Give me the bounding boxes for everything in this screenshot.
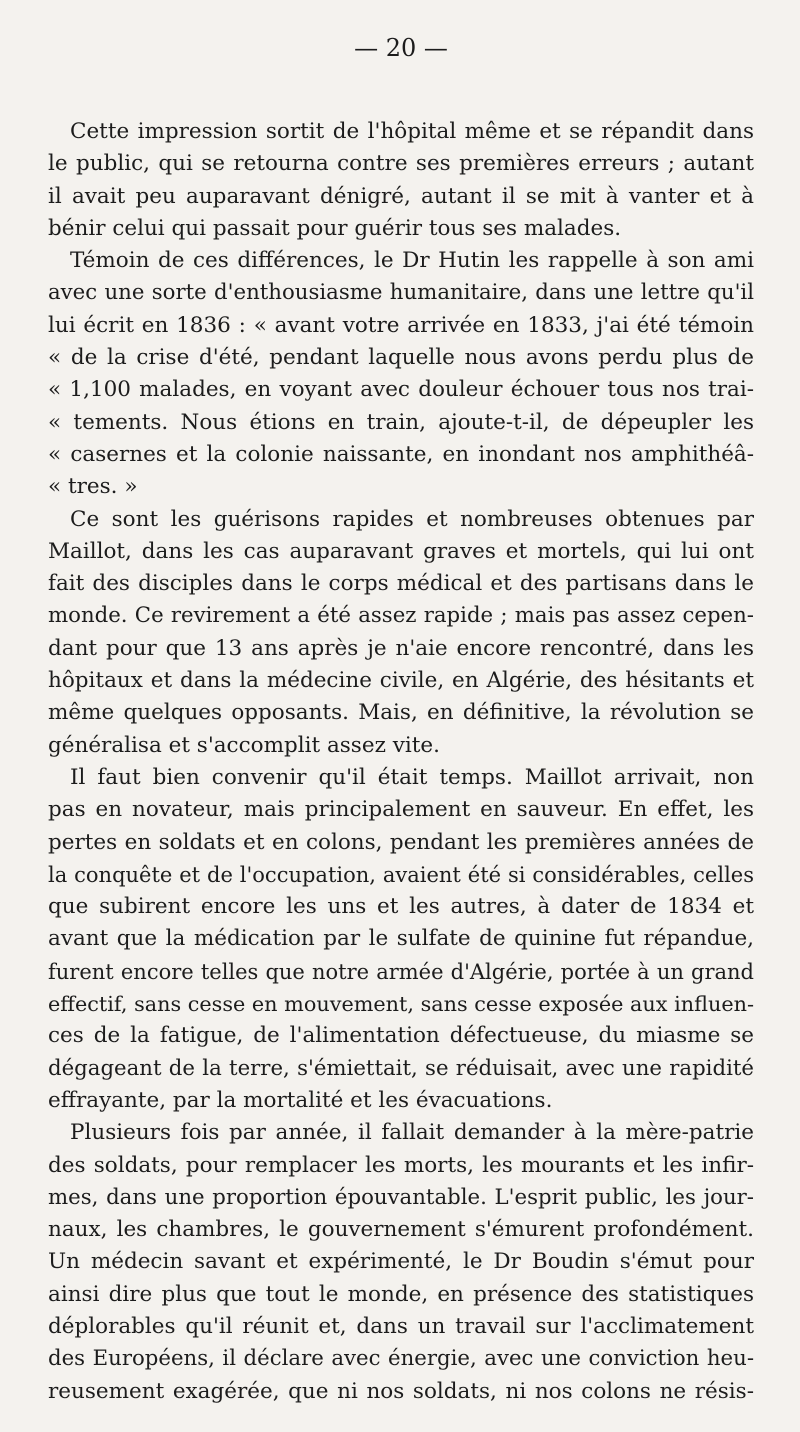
text-line: Plusieurs fois par année, il fallait demander à la mère-patrie [70,1120,754,1146]
page-number: — 20 — [354,34,448,62]
text-line: « de la crise d'été, pendant laquelle nous avons perdu plus de [48,345,754,371]
text-line: « casernes et la colonie naissante, en inondant nos amphithéâ- [48,441,754,467]
text-line: fait des disciples dans le corps médical et des partisans dans le [48,571,754,597]
text-line: effrayante, par la mortalité et les évacuations. [48,1087,553,1113]
text-line: avec une sorte d'enthousiasme humanitaire, dans une lettre qu'il [48,280,754,306]
text-line: des soldats, pour remplacer les morts, les mourants et les infir- [48,1152,754,1178]
text-line: ainsi dire plus que tout le monde, en présence des statistiques [48,1281,754,1307]
text-line: naux, les chambres, le gouvernement s'émurent profondément. [48,1217,754,1243]
text-line: lui écrit en 1836 : « avant votre arrivée en 1833, j'ai été témoin [48,312,754,338]
text-line: ces de la fatigue, de l'alimentation défectueuse, du miasme se [48,1023,754,1049]
text-line: il avait peu auparavant dénigré, autant il se mit à vanter et à [48,183,754,209]
text-line: la conquête et de l'occupation, avaient été si considérables, celles [48,862,754,887]
text-line: même quelques opposants. Mais, en définitive, la révolution se [48,700,754,726]
text-line: Maillot, dans les cas auparavant graves et mortels, qui lui ont [48,538,754,564]
text-line: bénir celui qui passait pour guérir tous ses malades. [48,215,622,241]
text-line: hôpitaux et dans la médecine civile, en Algérie, des hésitants et [48,668,754,694]
text-line: déplorables qu'il réunit et, dans un travail sur l'acclimatement [48,1313,754,1339]
text-line: dégageant de la terre, s'émiettait, se réduisait, avec une rapidité [48,1055,754,1081]
text-line: le public, qui se retourna contre ses premières erreurs ; autant [48,151,754,177]
text-line: « tres. » [48,474,138,500]
text-line: pas en novateur, mais principalement en sauveur. En effet, les [48,797,754,823]
text-line: Ce sont les guérisons rapides et nombreuses obtenues par [70,506,754,532]
text-line: avant que la médication par le sulfate de quinine fut répandue, [48,926,754,952]
text-line: furent encore telles que notre armée d'Algérie, portée à un grand [48,959,754,984]
text-line: Il faut bien convenir qu'il était temps. Maillot arrivait, non [70,764,754,790]
text-line: « 1,100 malades, en voyant avec douleur échouer tous nos trai- [48,377,754,403]
text-line: mes, dans une proportion épouvantable. L'esprit public, les jour- [48,1184,754,1210]
text-line: « tements. Nous étions en train, ajoute-t-il, de dépeupler les [48,409,754,435]
text-line: Témoin de ces différences, le Dr Hutin les rappelle à son ami [70,248,754,274]
text-line: généralisa et s'accomplit assez vite. [48,732,440,758]
text-line: pertes en soldats et en colons, pendant les premières années de [48,829,754,855]
text-line: monde. Ce revirement a été assez rapide ; mais pas assez cepen- [48,603,754,629]
text-line: des Européens, il déclare avec énergie, avec une conviction heu- [48,1346,754,1372]
text-line: dant pour que 13 ans après je n'aie encore rencontré, dans les [48,635,754,661]
text-line: effectif, sans cesse en mouvement, sans cesse exposée aux influen- [48,992,754,1017]
text-line: Cette impression sortit de l'hôpital même et se répandit dans [70,119,754,144]
body-text [48,116,754,1408]
text-line: Un médecin savant et expérimenté, le Dr Boudin s'émut pour [48,1249,754,1275]
text-line: que subirent encore les uns et les autres, à dater de 1834 et [48,894,754,920]
text-line: reusement exagérée, que ni nos soldats, ni nos colons ne résis- [48,1378,754,1404]
